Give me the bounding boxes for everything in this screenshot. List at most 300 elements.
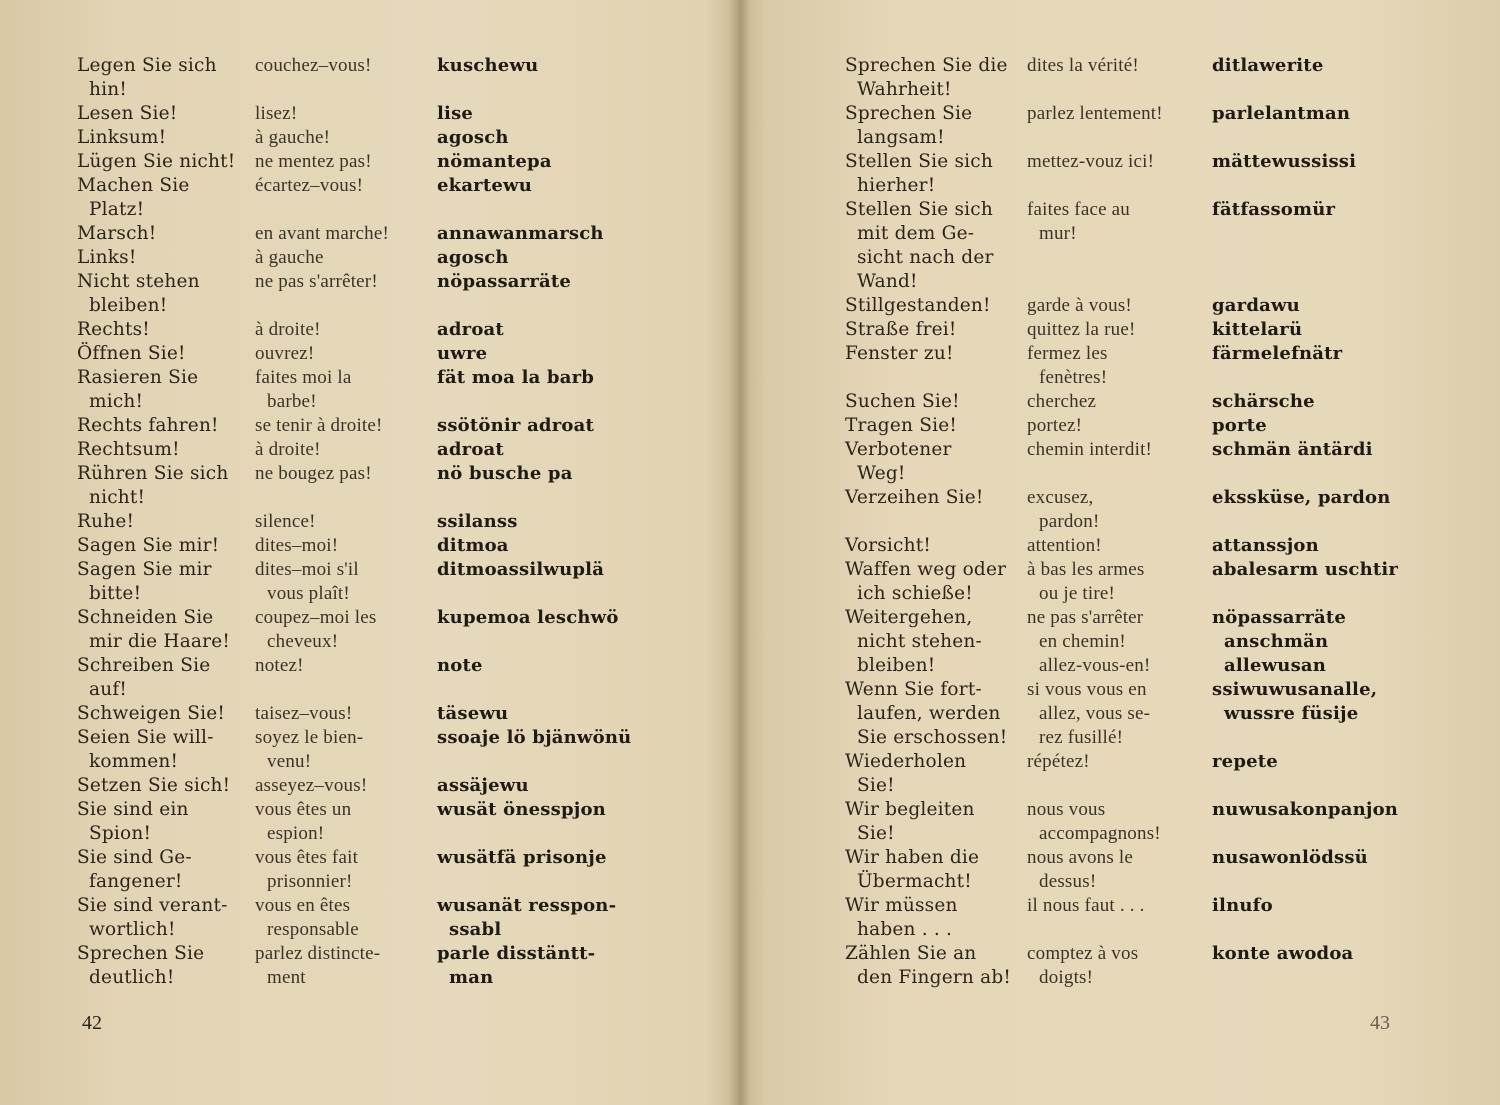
phonetic-transcription (437, 318, 637, 342)
french-translation-line: espion! (267, 823, 325, 844)
french-translation-line: cheveux! (267, 631, 339, 652)
phonetic-transcription (437, 846, 637, 870)
german-phrase-line: Schweigen Sie! (77, 703, 226, 724)
french-translation-line: écartez–vous! (255, 175, 364, 196)
phonetic-transcription (437, 774, 637, 798)
german-phrase-line: Rechts! (77, 319, 150, 340)
german-phrase-line: Sie! (857, 823, 895, 844)
phonetic-transcription (1212, 558, 1402, 582)
french-translation (255, 702, 437, 726)
german-phrase-line: langsam! (857, 127, 945, 148)
german-phrase-line: Rühren Sie sich (77, 463, 229, 484)
german-phrase (845, 54, 1027, 102)
german-phrase-line: bitte! (89, 583, 142, 604)
phonetic-transcription-line: porte (1212, 415, 1267, 436)
german-phrase-line: Verzeihen Sie! (845, 487, 984, 508)
german-phrase-line: Sprechen Sie die (845, 55, 1008, 76)
french-translation (255, 414, 437, 438)
german-phrase (77, 798, 255, 846)
german-phrase-line: nicht! (89, 487, 146, 508)
french-translation-line: se tenir à droite! (255, 415, 383, 436)
german-phrase-line: Wir haben die (845, 847, 980, 868)
german-phrase (77, 438, 255, 462)
french-translation-line: silence! (255, 511, 316, 532)
phrase-entry (77, 726, 637, 774)
phonetic-transcription (1212, 486, 1402, 510)
french-translation-line: portez! (1027, 415, 1083, 436)
german-phrase-line: Sagen Sie mir! (77, 535, 220, 556)
phonetic-transcription-line: allewusan (1224, 655, 1327, 676)
phonetic-transcription-line: ssoaje lö bjänwönü (437, 727, 632, 748)
german-phrase-line: mir die Haare! (89, 631, 230, 652)
german-phrase (77, 366, 255, 414)
french-translation-line: lisez! (255, 103, 298, 124)
phonetic-transcription (437, 462, 637, 486)
phrase-entry (77, 102, 637, 126)
phonetic-transcription (437, 534, 637, 558)
phonetic-transcription-line: lise (437, 103, 474, 124)
french-translation-line: vous êtes un (255, 799, 352, 820)
phrase-entry (77, 534, 637, 558)
french-translation (255, 846, 437, 894)
german-phrase (845, 414, 1027, 438)
phrase-entry (845, 342, 1402, 390)
french-translation-line: quittez la rue! (1027, 319, 1136, 340)
french-translation (255, 774, 437, 798)
french-translation-line: mur! (1039, 223, 1077, 244)
french-translation-line: rez fusillé! (1039, 727, 1124, 748)
phonetic-transcription (1212, 102, 1402, 126)
phrase-entry (77, 702, 637, 726)
german-phrase (77, 318, 255, 342)
phonetic-transcription-line: agosch (437, 127, 509, 148)
german-phrase-line: Wand! (857, 271, 918, 292)
french-translation-line: il nous faut . . . (1027, 895, 1145, 916)
german-phrase-line: Stellen Sie sich (845, 151, 993, 172)
phonetic-transcription-line: assäjewu (437, 775, 529, 796)
french-translation (1027, 750, 1212, 774)
german-phrase (845, 486, 1027, 510)
french-translation (255, 654, 437, 678)
french-translation-line: ne pas s'arrêter! (255, 271, 378, 292)
french-translation (1027, 534, 1212, 558)
french-translation (255, 558, 437, 606)
phonetic-transcription-line: ssabl (449, 919, 502, 940)
phonetic-transcription-line: parlelantman (1212, 103, 1351, 124)
french-translation (255, 606, 437, 654)
phonetic-transcription-line: nömantepa (437, 151, 552, 172)
german-phrase-line: auf! (89, 679, 128, 700)
german-phrase (845, 342, 1027, 366)
phrase-entry (845, 678, 1402, 750)
phrase-entry (845, 606, 1402, 678)
german-phrase-line: Weg! (857, 463, 906, 484)
french-translation-line: dites–moi! (255, 535, 339, 556)
german-phrase-line: Spion! (89, 823, 152, 844)
french-translation (255, 726, 437, 774)
phonetic-transcription-line: note (437, 655, 483, 676)
phonetic-transcription (1212, 342, 1402, 366)
german-phrase (845, 198, 1027, 294)
phonetic-transcription (1212, 894, 1402, 918)
german-phrase-line: Wahrheit! (857, 79, 952, 100)
german-phrase-line: Wir begleiten (845, 799, 975, 820)
phrase-entry (845, 198, 1402, 294)
german-phrase-line: hin! (89, 79, 127, 100)
phrase-entry (845, 894, 1402, 942)
german-phrase (77, 558, 255, 606)
phonetic-transcription-line: anschmän (1224, 631, 1329, 652)
german-phrase-line: sicht nach der (857, 247, 994, 268)
french-translation-line: dites la vérité! (1027, 55, 1139, 76)
german-phrase-line: bleiben! (857, 655, 936, 676)
german-phrase (845, 150, 1027, 198)
german-phrase (77, 606, 255, 654)
phonetic-transcription-line: agosch (437, 247, 509, 268)
french-translation-line: doigts! (1039, 967, 1094, 988)
phonetic-transcription (1212, 438, 1402, 462)
phrase-entry (77, 846, 637, 894)
german-phrase-line: Zählen Sie an (845, 943, 977, 964)
phrase-entry (845, 942, 1402, 990)
phrase-entry (77, 342, 637, 366)
french-translation-line: faites moi la (255, 367, 352, 388)
phonetic-transcription-line: man (449, 967, 494, 988)
german-phrase-line: deutlich! (89, 967, 175, 988)
french-translation-line: soyez le bien- (255, 727, 364, 748)
phonetic-transcription-line: wusät önesspjon (437, 799, 606, 820)
phonetic-transcription (437, 942, 637, 990)
phonetic-transcription (437, 798, 637, 822)
phonetic-transcription (437, 102, 637, 126)
phonetic-transcription-line: kittelarü (1212, 319, 1303, 340)
phonetic-transcription-line: konte awodoa (1212, 943, 1354, 964)
german-phrase-line: laufen, werden (857, 703, 1001, 724)
french-translation-line: fenètres! (1039, 367, 1108, 388)
french-translation-line: couchez–vous! (255, 55, 372, 76)
phonetic-transcription-line: wusätfä prisonje (437, 847, 607, 868)
phonetic-transcription-line: kupemoa leschwö (437, 607, 619, 628)
french-translation-line: ne bougez pas! (255, 463, 372, 484)
french-translation-line: vous êtes fait (255, 847, 359, 868)
right-page (750, 0, 1500, 1105)
french-translation-line: dessus! (1039, 871, 1097, 892)
phonetic-transcription-line: schärsche (1212, 391, 1315, 412)
german-phrase-line: Öffnen Sie! (77, 343, 186, 364)
french-translation (255, 318, 437, 342)
french-translation (255, 534, 437, 558)
phonetic-transcription (437, 726, 637, 750)
french-translation-line: répétez! (1027, 751, 1090, 772)
french-translation-line: à bas les armes (1027, 559, 1145, 580)
german-phrase-line: Tragen Sie! (845, 415, 957, 436)
phonetic-transcription (437, 270, 637, 294)
german-phrase-line: Machen Sie (77, 175, 190, 196)
french-translation-line: vous en êtes (255, 895, 351, 916)
french-translation-line: garde à vous! (1027, 295, 1132, 316)
phonetic-transcription-line: fät moa la barb (437, 367, 595, 388)
german-phrase (845, 558, 1027, 606)
german-phrase (845, 534, 1027, 558)
phonetic-transcription (437, 174, 637, 198)
german-phrase (77, 846, 255, 894)
german-phrase (77, 246, 255, 270)
phrase-entry (845, 150, 1402, 198)
french-translation-line: attention! (1027, 535, 1102, 556)
phonetic-transcription (1212, 942, 1402, 966)
french-translation-line: cherchez (1027, 391, 1097, 412)
phonetic-transcription (1212, 414, 1402, 438)
french-translation (1027, 318, 1212, 342)
german-phrase (77, 534, 255, 558)
phrase-entry (77, 606, 637, 654)
german-phrase-line: Nicht stehen (77, 271, 200, 292)
german-phrase-line: Platz! (89, 199, 145, 220)
french-translation (1027, 798, 1212, 846)
phrase-entry (77, 894, 637, 942)
german-phrase (77, 102, 255, 126)
phrase-entry (77, 510, 637, 534)
phonetic-transcription (437, 366, 637, 390)
phonetic-transcription-line: ditmoassilwuplä (437, 559, 605, 580)
phonetic-transcription-line: uwre (437, 343, 488, 364)
phonetic-transcription-line: abalesarm uschtir (1212, 559, 1399, 580)
german-phrase-line: Sie erschossen! (857, 727, 1008, 748)
phrase-entry (845, 534, 1402, 558)
phrase-entry (77, 774, 637, 798)
german-phrase-line: nicht stehen- (857, 631, 982, 652)
phonetic-transcription (437, 222, 637, 246)
phonetic-transcription-line: ssilanss (437, 511, 518, 532)
phonetic-transcription-line: kuschewu (437, 55, 539, 76)
phonetic-transcription-line: repete (1212, 751, 1278, 772)
phonetic-transcription-line: gardawu (1212, 295, 1300, 316)
german-phrase-line: Stillgestanden! (845, 295, 991, 316)
french-translation (1027, 894, 1212, 918)
german-phrase-line: kommen! (89, 751, 179, 772)
german-phrase (77, 510, 255, 534)
german-phrase-line: Lügen Sie nicht! (77, 151, 236, 172)
french-translation (255, 366, 437, 414)
french-translation (255, 150, 437, 174)
phonetic-transcription-line: adroat (437, 439, 504, 460)
french-translation-line: coupez–moi les (255, 607, 377, 628)
french-translation (255, 126, 437, 150)
phonetic-transcription-line: schmän äntärdi (1212, 439, 1373, 460)
phrase-entry (845, 414, 1402, 438)
german-phrase-line: wortlich! (89, 919, 176, 940)
phonetic-transcription-line: ssiwuwusanalle, (1212, 679, 1378, 700)
phrase-entry (77, 54, 637, 102)
german-phrase (845, 390, 1027, 414)
french-translation (255, 270, 437, 294)
phonetic-transcription-line: ekssküse, pardon (1212, 487, 1391, 508)
phonetic-transcription (1212, 318, 1402, 342)
phrase-entry (845, 486, 1402, 534)
french-translation-line: notez! (255, 655, 304, 676)
phrase-entry (77, 174, 637, 222)
german-phrase-line: Rasieren Sie (77, 367, 199, 388)
phonetic-transcription (437, 150, 637, 174)
phonetic-transcription (1212, 390, 1402, 414)
german-phrase (845, 438, 1027, 486)
french-translation-line: responsable (267, 919, 359, 940)
french-translation-line: excusez, (1027, 487, 1094, 508)
french-translation-line: fermez les (1027, 343, 1108, 364)
german-phrase-line: Stellen Sie sich (845, 199, 993, 220)
german-phrase-line: Sie! (857, 775, 895, 796)
german-phrase (77, 150, 255, 174)
french-translation (1027, 294, 1212, 318)
phrase-entry (845, 438, 1402, 486)
phonetic-transcription (437, 558, 637, 582)
german-phrase (845, 294, 1027, 318)
german-phrase-line: Rechtsum! (77, 439, 180, 460)
phonetic-transcription-line: annawanmarsch (437, 223, 604, 244)
german-phrase-line: Setzen Sie sich! (77, 775, 231, 796)
phrase-entry (77, 126, 637, 150)
french-translation-line: venu! (267, 751, 312, 772)
phonetic-transcription-line: mättewussissi (1212, 151, 1357, 172)
french-translation-line: dites–moi s'il (255, 559, 359, 580)
french-translation (1027, 198, 1212, 246)
phonetic-transcription-line: nö busche pa (437, 463, 573, 484)
german-phrase-line: mich! (89, 391, 144, 412)
french-translation (255, 174, 437, 198)
german-phrase-line: haben . . . (857, 919, 953, 940)
phonetic-transcription-line: ilnufo (1212, 895, 1273, 916)
phonetic-transcription-line: wusanät resspon- (437, 895, 617, 916)
german-phrase-line: Sprechen Sie (845, 103, 973, 124)
german-phrase-line: Übermacht! (857, 871, 972, 892)
phonetic-transcription (1212, 54, 1402, 78)
french-translation-line: mettez-vouz ici! (1027, 151, 1155, 172)
french-translation-line: pardon! (1039, 511, 1100, 532)
german-phrase (77, 894, 255, 942)
german-phrase-line: Suchen Sie! (845, 391, 960, 412)
french-translation-line: faites face au (1027, 199, 1131, 220)
phonetic-transcription (437, 606, 637, 630)
german-phrase-line: Lesen Sie! (77, 103, 178, 124)
phrase-list-left (77, 54, 637, 990)
german-phrase-line: mit dem Ge- (857, 223, 975, 244)
german-phrase-line: Vorsicht! (845, 535, 931, 556)
french-translation (255, 342, 437, 366)
german-phrase (845, 606, 1027, 678)
page-number-left: 42 (82, 1012, 102, 1034)
french-translation-line: chemin interdit! (1027, 439, 1153, 460)
phonetic-transcription-line: täsewu (437, 703, 509, 724)
french-translation-line: en avant marche! (255, 223, 390, 244)
german-phrase (77, 414, 255, 438)
french-translation-line: à gauche (255, 247, 324, 268)
phonetic-transcription (437, 654, 637, 678)
german-phrase (845, 942, 1027, 990)
phrase-entry (845, 102, 1402, 150)
german-phrase (77, 174, 255, 222)
phonetic-transcription-line: adroat (437, 319, 504, 340)
phrase-entry (845, 846, 1402, 894)
german-phrase (77, 462, 255, 510)
german-phrase-line: fangener! (89, 871, 183, 892)
phonetic-transcription (1212, 534, 1402, 558)
german-phrase-line: Links! (77, 247, 137, 268)
phonetic-transcription (1212, 846, 1402, 870)
phrase-entry (845, 54, 1402, 102)
french-translation (1027, 606, 1212, 678)
french-translation (1027, 54, 1212, 78)
french-translation (255, 510, 437, 534)
phonetic-transcription (1212, 294, 1402, 318)
phrase-entry (77, 462, 637, 510)
french-translation-line: allez-vous-en! (1039, 655, 1151, 676)
phonetic-transcription-line: nusawonlödssü (1212, 847, 1368, 868)
phonetic-transcription-line: fätfassomür (1212, 199, 1336, 220)
phonetic-transcription (1212, 750, 1402, 774)
german-phrase (77, 702, 255, 726)
phonetic-transcription (1212, 606, 1402, 678)
german-phrase-line: den Fingern ab! (857, 967, 1011, 988)
french-translation (255, 894, 437, 942)
french-translation-line: à gauche! (255, 127, 331, 148)
french-translation-line: ment (267, 967, 306, 988)
phrase-entry (845, 294, 1402, 318)
german-phrase-line: Sie sind Ge- (77, 847, 192, 868)
french-translation (1027, 102, 1212, 126)
german-phrase-line: Schneiden Sie (77, 607, 214, 628)
french-translation (255, 222, 437, 246)
german-phrase (77, 126, 255, 150)
french-translation-line: comptez à vos (1027, 943, 1139, 964)
german-phrase (77, 726, 255, 774)
phrase-entry (845, 558, 1402, 606)
german-phrase (77, 54, 255, 102)
french-translation (255, 942, 437, 990)
french-translation (1027, 942, 1212, 990)
left-page (0, 0, 740, 1105)
phrase-entry (77, 414, 637, 438)
phrase-entry (77, 318, 637, 342)
phonetic-transcription-line: ditlawerite (1212, 55, 1324, 76)
phrase-entry (77, 246, 637, 270)
french-translation (255, 54, 437, 78)
french-translation-line: allez, vous se- (1039, 703, 1151, 724)
phonetic-transcription-line: ekartewu (437, 175, 533, 196)
german-phrase-line: Sagen Sie mir (77, 559, 212, 580)
phrase-entry (845, 750, 1402, 798)
phonetic-transcription-line: attanssjon (1212, 535, 1319, 556)
french-translation (255, 798, 437, 846)
phrase-entry (77, 798, 637, 846)
page-number-right: 43 (1370, 1012, 1390, 1034)
french-translation (1027, 846, 1212, 894)
french-translation (255, 102, 437, 126)
french-translation-line: ouvrez! (255, 343, 315, 364)
book-gutter (728, 0, 750, 1105)
phonetic-transcription-line: nöpassarräte (437, 271, 572, 292)
german-phrase (845, 798, 1027, 846)
french-translation (1027, 150, 1212, 174)
phonetic-transcription (437, 510, 637, 534)
phrase-entry (845, 798, 1402, 846)
phonetic-transcription-line: ssötönir adroat (437, 415, 594, 436)
phonetic-transcription (437, 438, 637, 462)
german-phrase-line: Schreiben Sie (77, 655, 211, 676)
phrase-entry (845, 318, 1402, 342)
french-translation-line: si vous vous en (1027, 679, 1147, 700)
german-phrase (77, 222, 255, 246)
french-translation-line: ne mentez pas! (255, 151, 372, 172)
